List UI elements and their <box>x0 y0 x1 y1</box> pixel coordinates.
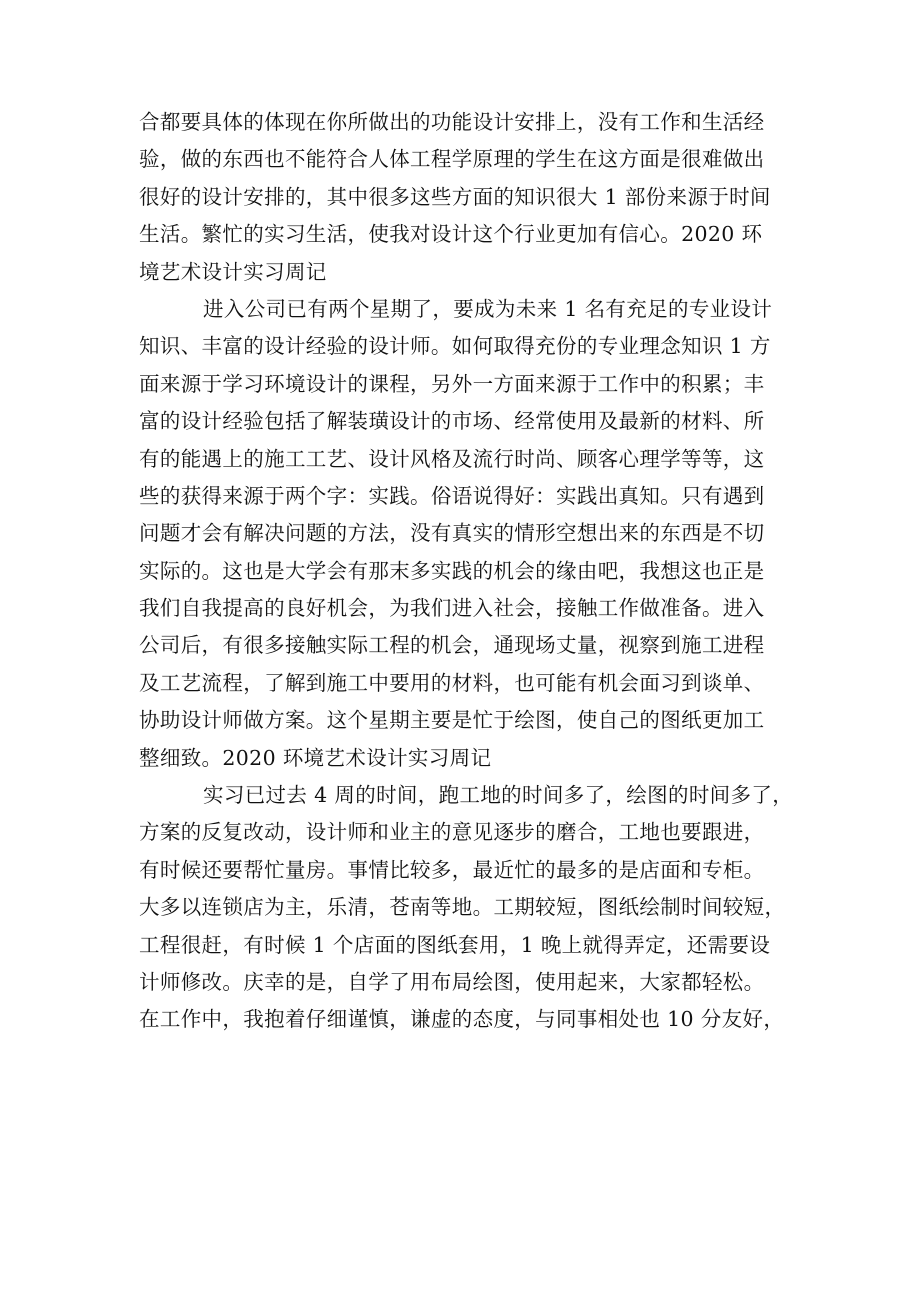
text-line: 协助设计师做方案。这个星期主要是忙于绘图，使自己的图纸更加工 <box>139 708 765 733</box>
text-line: 些的获得来源于两个字：实践。俗语说得好：实践出真知。只有遇到 <box>139 483 765 508</box>
text-line: 工程很赶，有时候 1 个店面的图纸套用，1 晚上就得弄定，还需要设 <box>139 932 771 957</box>
text-line: 实际的。这也是大学会有那末多实践的机会的缘由吧，我想这也正是 <box>139 558 765 583</box>
paragraph-3 <box>139 777 794 1039</box>
text-line: 我们自我提高的良好机会，为我们进入社会，接触工作做准备。进入 <box>139 596 765 621</box>
text-line: 在工作中，我抱着仔细谨慎，谦虚的态度，与同事相处也 10 分友好， <box>139 1007 785 1032</box>
text-line: 境艺术设计实习周记 <box>139 259 327 284</box>
text-line: 有时候还要帮忙量房。事情比较多，最近忙的最多的是店面和专柜。 <box>139 857 765 882</box>
text-line-indented: 进入公司已有两个星期了，要成为未来 1 名有充足的专业设计 <box>203 296 773 321</box>
text-line: 知识、丰富的设计经验的设计师。如何取得充份的专业理念知识 1 方 <box>139 334 771 359</box>
paragraph-2 <box>139 291 787 777</box>
text-line: 计师修改。庆幸的是，自学了用布局绘图，使用起来，大家都轻松。 <box>139 969 765 994</box>
text-line: 面来源于学习环境设计的课程，另外一方面来源于工作中的积累；丰 <box>139 371 765 396</box>
text-line: 富的设计经验包括了解装璜设计的市场、经常使用及最新的材料、所 <box>139 409 765 434</box>
text-line: 合都要具体的体现在你所做出的功能设计安排上，没有工作和生活经 <box>139 110 765 134</box>
text-line: 生活。繁忙的实习生活，使我对设计这个行业更加有信心。2020 环 <box>139 222 763 247</box>
text-line: 有的能遇上的施工工艺、设计风格及流行时尚、顾客心理学等等，这 <box>139 446 765 471</box>
paragraph-1 <box>139 104 787 291</box>
text-line: 大多以连锁店为主，乐清，苍南等地。工期较短，图纸绘制时间较短， <box>139 895 786 920</box>
text-line: 验，做的东西也不能符合人体工程学原理的学生在这方面是很难做出 <box>139 147 765 172</box>
text-line: 公司后，有很多接触实际工程的机会，通现场丈量，视察到施工进程 <box>139 633 765 658</box>
text-line: 问题才会有解决问题的方法，没有真实的情形空想出来的东西是不切 <box>139 521 765 546</box>
text-line: 方案的反复改动，设计师和业主的意见逐步的磨合，工地也要跟进， <box>139 820 765 845</box>
text-line: 及工艺流程，了解到施工中要用的材料，也可能有机会面习到谈单、 <box>139 670 765 695</box>
text-line: 整细致。2020 环境艺术设计实习周记 <box>139 745 492 770</box>
text-line-indented: 实习已过去 4 周的时间，跑工地的时间多了，绘图的时间多了， <box>203 783 794 808</box>
text-line: 很好的设计安排的，其中很多这些方面的知识很大 1 部份来源于时间 <box>139 184 771 209</box>
document-body <box>139 104 794 1039</box>
